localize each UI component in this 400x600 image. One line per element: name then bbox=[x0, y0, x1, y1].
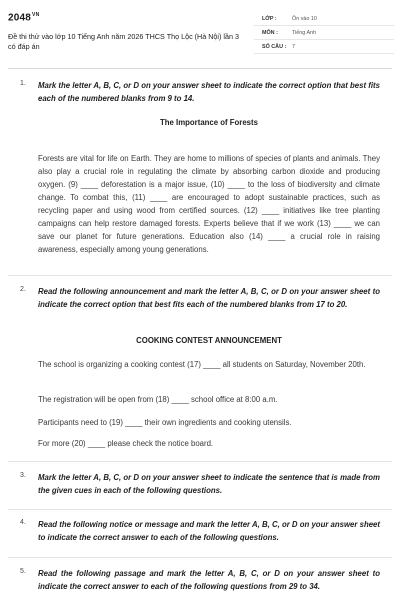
meta-value: Ôn vào 10 bbox=[292, 16, 317, 22]
announcement-line: Participants need to (19) ____ their own ingredients and cooking utensils. bbox=[38, 418, 292, 427]
question-2 bbox=[20, 286, 384, 456]
meta-value: 7 bbox=[292, 44, 295, 50]
question-instruction: Read the following announcement and mark the letter A, B, C, or D on your answer sheet to indicate the correct option that best fits each of the numbered blanks from 17 to 20. bbox=[38, 287, 380, 309]
exam-meta bbox=[254, 14, 394, 56]
meta-key: MÔN : bbox=[262, 30, 278, 36]
header-divider bbox=[8, 68, 392, 69]
passage-title: The Importance of Forests bbox=[160, 118, 258, 127]
meta-value: Tiếng Anh bbox=[292, 30, 317, 36]
meta-row-class bbox=[254, 14, 394, 26]
passage-paragraph: Forests are vital for life on Earth. They are home to millions of species of plants and animals. They also play a crucial role in regulating the climate by absorbing carbon dioxide and producing oxygen. (9) ____ deforestation is a major issue, (10) ____ to the loss of biodiversity and climate change. To combat this, (11) ____ are encouraged to adopt sustainable practices, such as recycling paper and using wood from certified sources. (12) ____ initiatives like tree planting campaigns can help restore damaged forests. Experts believe that if we work (13) ____ we can save our planet for future generations. Education also (14) ____ a crucial role in raising awareness, especially among young generations. bbox=[38, 154, 380, 254]
meta-row-subject bbox=[254, 28, 394, 40]
question-number: 5. bbox=[20, 568, 26, 575]
question-number: 1. bbox=[20, 80, 26, 87]
section-divider bbox=[8, 557, 392, 558]
meta-row-count bbox=[254, 42, 394, 54]
section-divider bbox=[8, 509, 392, 510]
question-5 bbox=[20, 568, 384, 600]
announcement-line: The registration will be open from (18) ____ school office at 8:00 a.m. bbox=[38, 395, 278, 404]
question-number: 2. bbox=[20, 286, 26, 293]
question-number: 3. bbox=[20, 472, 26, 479]
announcement-line: The school is organizing a cooking contest (17) ____ all students on Saturday, November 20th. bbox=[38, 360, 366, 369]
question-1 bbox=[20, 80, 384, 270]
meta-key: LỚP : bbox=[262, 16, 277, 22]
passage-title: COOKING CONTEST ANNOUNCEMENT bbox=[136, 336, 282, 345]
question-instruction: Mark the letter A, B, C, or D on your answer sheet to indicate the sentence that is made from the given cues in each of the following questions. bbox=[38, 473, 380, 495]
question-4 bbox=[20, 519, 384, 549]
section-divider bbox=[8, 275, 392, 276]
question-3 bbox=[20, 472, 384, 502]
section-divider bbox=[8, 461, 392, 462]
question-instruction: Read the following notice or message and mark the letter A, B, C, or D on your answer sheet to indicate the correct answer to each of the following questions. bbox=[38, 520, 380, 542]
question-instruction: Read the following passage and mark the letter A, B, C, or D on your answer sheet to indicate the correct answer to each of the following questions from 29 to 34. bbox=[38, 569, 380, 591]
question-instruction: Mark the letter A, B, C, or D on your answer sheet to indicate the correct option that best fits each of the numbered blanks from 9 to 14. bbox=[38, 81, 380, 103]
meta-key: SỐ CÂU : bbox=[262, 44, 287, 50]
logo-text: 2048 bbox=[8, 12, 32, 24]
announcement-line: For more (20) ____ please check the notice board. bbox=[38, 439, 214, 448]
exam-title: Đề thi thử vào lớp 10 Tiếng Anh năm 2026 THCS Thọ Lộc (Hà Nội) lần 3 có đáp án bbox=[8, 32, 239, 51]
site-logo[interactable] bbox=[8, 12, 39, 23]
page-header bbox=[8, 12, 392, 60]
logo-suffix: VN bbox=[32, 12, 40, 18]
question-number: 4. bbox=[20, 519, 26, 526]
